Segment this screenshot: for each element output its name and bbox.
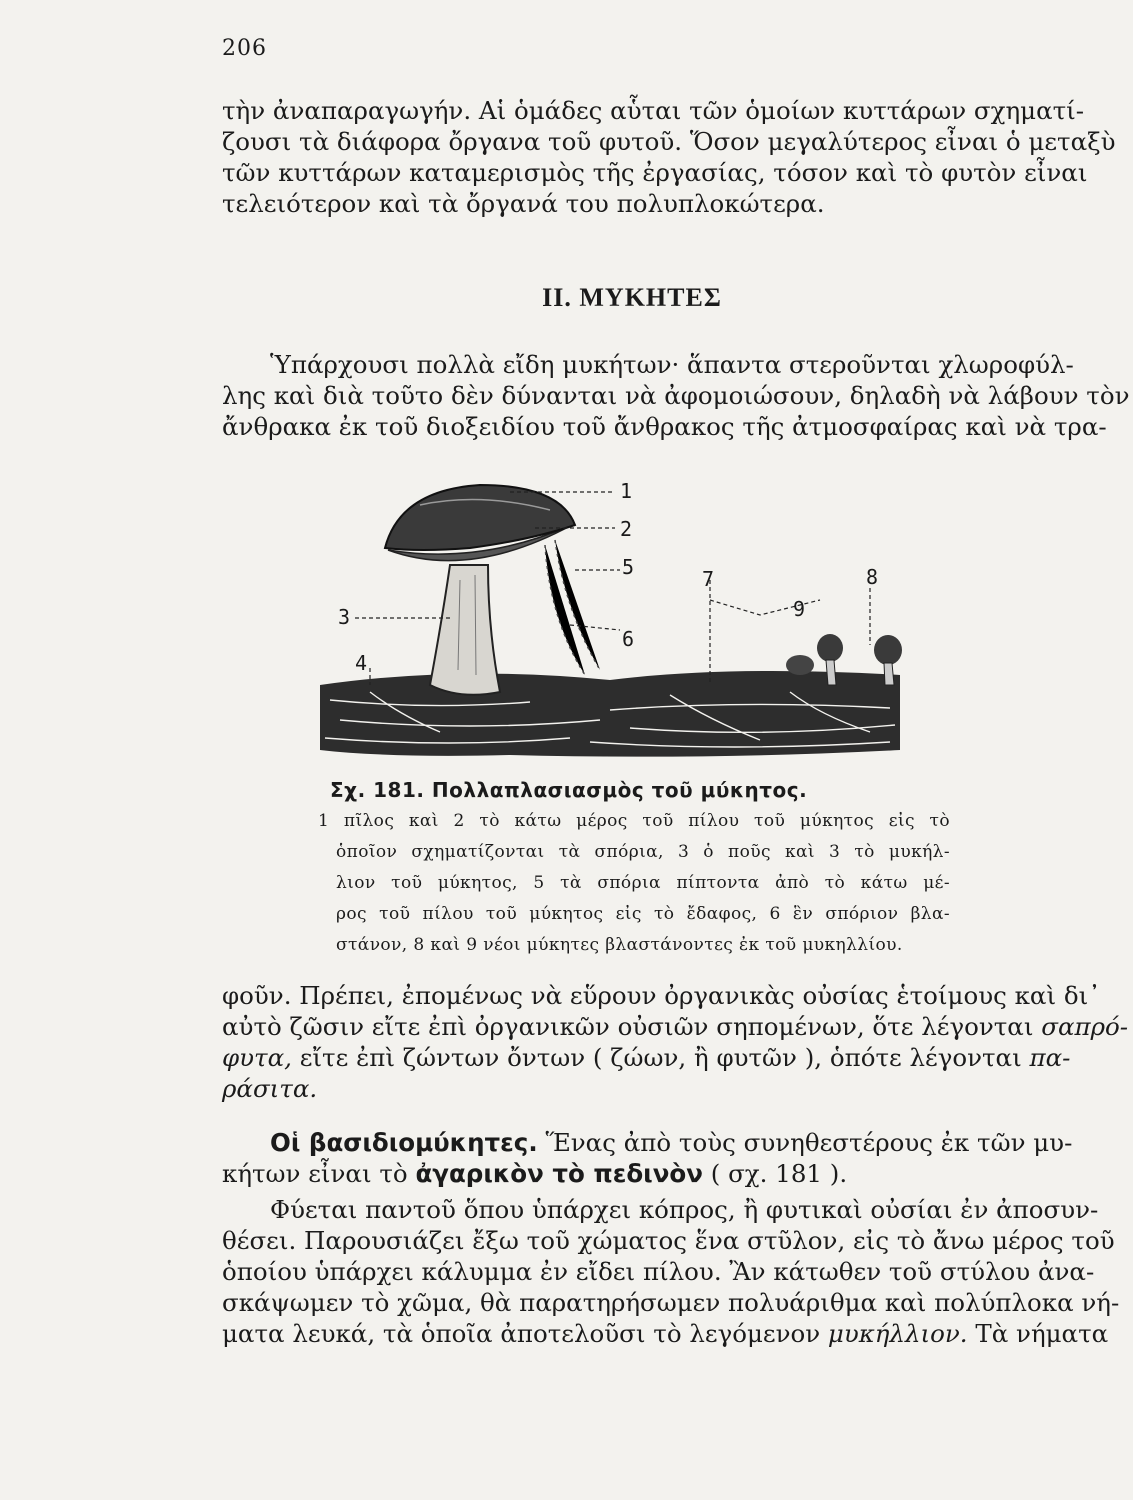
text-line xyxy=(222,1127,1073,1158)
text-run: κήτων εἶναι τὸ xyxy=(222,1159,408,1188)
text-line: Ὑπάρχουσι πολλὰ εἴδη μυκήτων· ἅπαντα στεροῦνται χλωροφύλ- xyxy=(270,350,1074,379)
text-run: Τὰ νήματα xyxy=(975,1319,1109,1348)
figure-label: 7 xyxy=(702,567,715,591)
caption-line: στάνον, 8 καὶ 9 νέοι μύκητες βλαστάνοντες ἐκ τοῦ μυκηλλίου. xyxy=(336,935,903,955)
figure-label: 8 xyxy=(866,565,879,589)
text-line: τῶν κυττάρων καταμερισμὸς τῆς ἐργασίας, τόσον καὶ τὸ φυτὸν εἶναι xyxy=(222,158,1088,187)
text-line: σκάψωμεν τὸ χῶμα, θὰ παρατηρήσωμεν πολυάριθμα καὶ πολύπλοκα νή- xyxy=(222,1288,1120,1317)
bold-term: ἀγαρικὸν τὸ πεδινὸν xyxy=(415,1159,703,1188)
caption-line: λιον τοῦ μύκητος, 5 τὰ σπόρια πίπτοντα ἀπὸ τὸ κάτω μέ- xyxy=(336,873,950,893)
text-line: Φύεται παντοῦ ὅπου ὑπάρχει κόπρος, ἢ φυτικαὶ οὐσίαι ἐν ἀποσυν- xyxy=(270,1195,1099,1224)
text-line: λης καὶ διὰ τοῦτο δὲν δύνανται νὰ ἀφομοιώσουν, δηλαδὴ νὰ λάβουν τὸν xyxy=(222,381,1130,410)
figure-label: 9 xyxy=(793,597,806,621)
text-run: εἴτε ἐπὶ ζώντων ὄντων ( ζώων, ἢ φυτῶν ), ὁπότε λέγονται xyxy=(299,1043,1022,1072)
figure-label: 6 xyxy=(622,627,635,651)
mushroom-illustration xyxy=(310,470,910,760)
figure-label: 4 xyxy=(355,651,368,675)
text-line: τὴν ἀναπαραγωγήν. Αἱ ὁμάδες αὗται τῶν ὁμοίων κυττάρων σχηματί- xyxy=(222,96,1085,125)
italic-term: σαπρό- xyxy=(1041,1012,1129,1041)
text-run: ( σχ. 181 ). xyxy=(710,1159,848,1188)
text-line: ὁποίου ὑπάρχει κάλυμμα ἐν εἴδει πίλου. Ἂν κάτωθεν τοῦ στύλου ἀνα- xyxy=(222,1257,1095,1286)
caption-line: ὁποῖον σχηματίζονται τὰ σπόρια, 3 ὁ ποῦς καὶ 3 τὸ μυκήλ- xyxy=(336,842,950,862)
text-line: τελειότερον καὶ τὰ ὄργανά του πολυπλοκώτερα. xyxy=(222,189,825,218)
figure-caption-text xyxy=(310,806,950,961)
paragraph-basidiomycetes xyxy=(222,1127,1073,1189)
mushroom-figure xyxy=(310,470,910,760)
text-line xyxy=(222,1011,1129,1042)
italic-term: ράσιτα. xyxy=(222,1074,318,1103)
italic-term: φυτα, xyxy=(222,1043,292,1072)
figure-caption-title: Σχ. 181. Πολλαπλασιασμὸς τοῦ μύκητος. xyxy=(330,778,808,802)
text-line xyxy=(222,1318,1109,1349)
italic-term: μυκήλλιον. xyxy=(827,1319,968,1348)
paragraph-saprophytes xyxy=(222,980,1129,1104)
text-line xyxy=(222,1073,1042,1104)
paragraph-fungi xyxy=(222,349,1130,442)
caption-line: ρος τοῦ πίλου τοῦ μύκητος εἰς τὸ ἔδαφος, 6 ἓν σπόριον βλα- xyxy=(336,904,950,924)
paragraph-intro xyxy=(222,95,1116,219)
falling-spores xyxy=(545,540,600,675)
section-heading: II. ΜΥΚΗΤΕΣ xyxy=(542,283,722,312)
figure-label: 1 xyxy=(620,479,633,503)
text-run: αὐτὸ ζῶσιν εἴτε ἐπὶ ὀργανικῶν οὐσιῶν σηπομένων, ὅτε λέγονται xyxy=(222,1012,1034,1041)
text-run: Ἕνας ἀπὸ τοὺς συνηθεστέρους ἐκ τῶν μυ- xyxy=(545,1128,1073,1157)
mushroom-cap xyxy=(385,485,575,550)
text-run: ματα λευκά, τὰ ὁποῖα ἀποτελοῦσι τὸ λεγόμενον xyxy=(222,1319,821,1348)
page-number: 206 xyxy=(222,36,267,61)
text-line: θέσει. Παρουσιάζει ἔξω τοῦ χώματος ἕνα στῦλον, εἰς τὸ ἄνω μέρος τοῦ xyxy=(222,1226,1115,1255)
text-line: φοῦν. Πρέπει, ἐπομένως νὰ εὕρουν ὀργανικὰς οὐσίας ἑτοίμους καὶ δι᾽ xyxy=(222,981,1101,1010)
text-line: ζουσι τὰ διάφορα ὄργανα τοῦ φυτοῦ. Ὅσον μεγαλύτερος εἶναι ὁ μεταξὺ xyxy=(222,127,1116,156)
caption-line: 1 πῖλος καὶ 2 τὸ κάτω μέρος τοῦ πίλου τοῦ μύκητος εἰς τὸ xyxy=(318,811,950,831)
figure-label: 3 xyxy=(338,605,351,629)
figure-label: 2 xyxy=(620,517,633,541)
mushroom-stem xyxy=(430,565,500,695)
bold-term: Οἱ βασιδιομύκητες. xyxy=(270,1128,538,1157)
paragraph-growth xyxy=(222,1194,1120,1349)
text-line: ἄνθρακα ἐκ τοῦ διοξειδίου τοῦ ἄνθρακος τῆς ἀτμοσφαίρας καὶ νὰ τρα- xyxy=(222,412,1107,441)
figure-label: 5 xyxy=(622,555,635,579)
text-line xyxy=(222,1158,1042,1189)
italic-term: πα- xyxy=(1029,1043,1071,1072)
text-line xyxy=(222,1042,1071,1073)
